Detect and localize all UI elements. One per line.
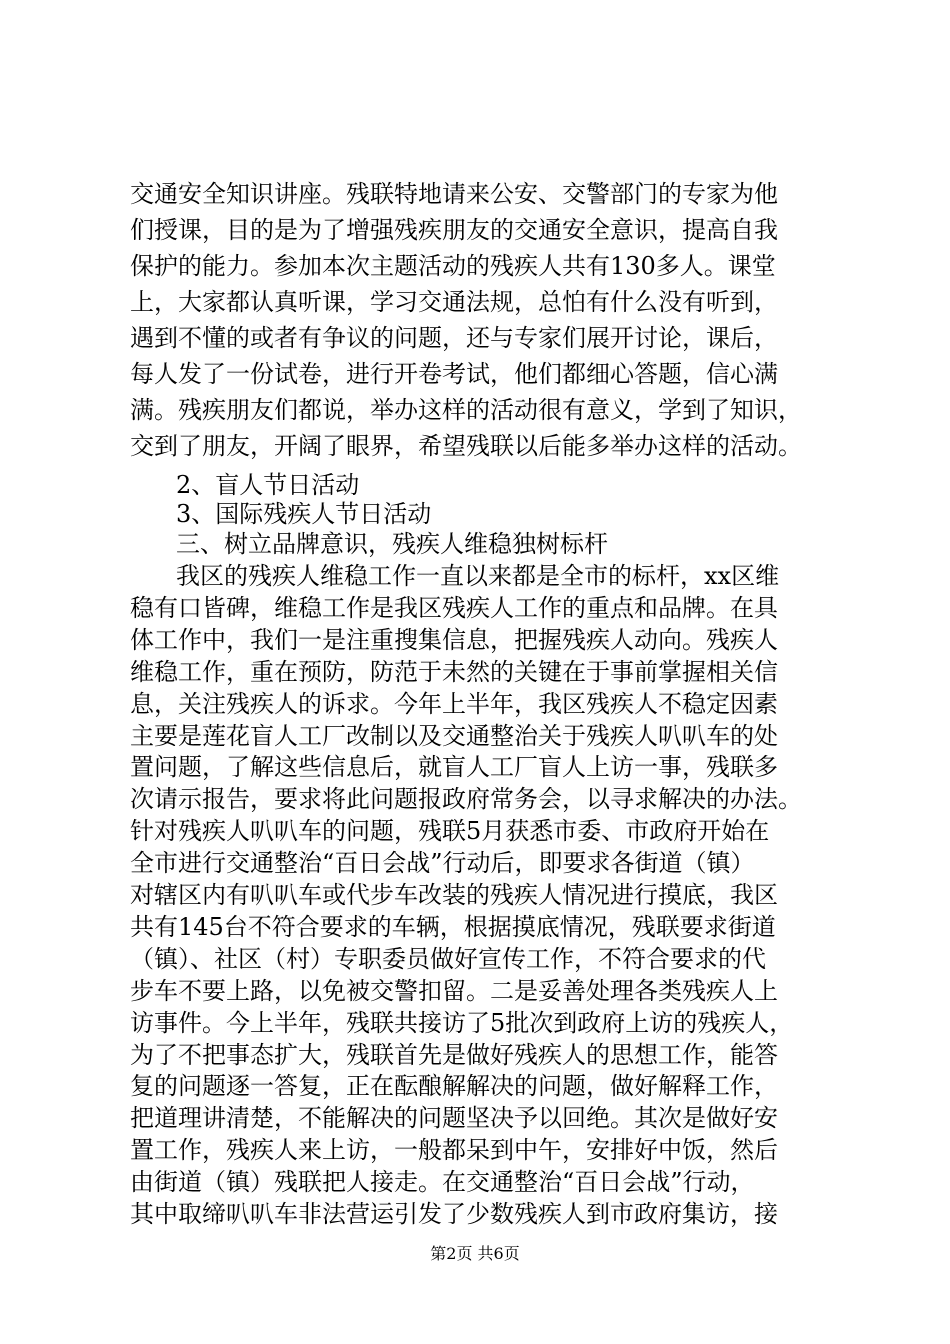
paragraph-2-line: 主要是莲花盲人工厂改制以及交通整治关于残疾人叭叭车的处 xyxy=(130,722,778,750)
paragraph-2-line: 体工作中，我们一是注重搜集信息，把握残疾人动向。残疾人 xyxy=(130,626,778,654)
paragraph-2-line: 为了不把事态扩大，残联首先是做好残疾人的思想工作，能答 xyxy=(130,1041,778,1069)
page-number-footer: 第2页 共6页 xyxy=(430,1244,520,1263)
paragraph-2-line: 针对残疾人叭叭车的问题，残联5月获悉市委、市政府开始在 xyxy=(130,817,770,845)
paragraph-1-line: 交到了朋友，开阔了眼界，希望残联以后能多举办这样的活动。 xyxy=(130,432,802,460)
paragraph-2-line: 置工作，残疾人来上访，一般都呆到中午，安排好中饭，然后 xyxy=(130,1136,778,1164)
paragraph-1-line: 保护的能力。参加本次主题活动的残疾人共有130多人。课堂 xyxy=(130,252,776,280)
paragraph-2-line: 息，关注残疾人的诉求。今年上半年，我区残疾人不稳定因素 xyxy=(130,690,778,718)
paragraph-2-line: 置问题，了解这些信息后，就盲人工厂盲人上访一事，残联多 xyxy=(130,753,778,781)
paragraph-1-line: 交通安全知识讲座。残联特地请来公安、交警部门的专家为他 xyxy=(130,180,778,208)
paragraph-2-line: 对辖区内有叭叭车或代步车改装的残疾人情况进行摸底，我区 xyxy=(130,881,778,909)
list-item-3: 3、国际残疾人节日活动 xyxy=(176,500,432,528)
paragraph-2-line: 步车不要上路，以免被交警扣留。二是妥善处理各类残疾人上 xyxy=(130,977,778,1005)
section-heading-3: 三、树立品牌意识，残疾人维稳独树标杆 xyxy=(176,530,608,558)
paragraph-2-line: 维稳工作，重在预防，防范于未然的关键在于事前掌握相关信 xyxy=(130,658,778,686)
paragraph-1-line: 遇到不懂的或者有争议的问题，还与专家们展开讨论，课后， xyxy=(130,324,778,352)
paragraph-2-line: 次请示报告，要求将此问题报政府常务会，以寻求解决的办法。 xyxy=(130,785,802,813)
paragraph-2-line: 其中取缔叭叭车非法营运引发了少数残疾人到市政府集访，接 xyxy=(130,1200,778,1228)
paragraph-1-line: 们授课，目的是为了增强残疾朋友的交通安全意识，提高自我 xyxy=(130,216,778,244)
paragraph-2-line: 共有145台不符合要求的车辆，根据摸底情况，残联要求街道 xyxy=(130,913,776,941)
paragraph-2-line: 由街道（镇）残联把人接走。在交通整治“百日会战”行动， xyxy=(130,1168,755,1196)
paragraph-2-line: 我区的残疾人维稳工作一直以来都是全市的标杆，xx区维 xyxy=(176,562,780,590)
paragraph-2-line: （镇）、社区（村）专职委员做好宣传工作，不符合要求的代 xyxy=(130,945,766,973)
paragraph-2-line: 全市进行交通整治“百日会战”行动后，即要求各街道（镇） xyxy=(130,849,755,877)
paragraph-2-line: 复的问题逐一答复，正在酝酿解解决的问题，做好解释工作， xyxy=(130,1072,778,1100)
paragraph-2-line: 稳有口皆碑，维稳工作是我区残疾人工作的重点和品牌。在具 xyxy=(130,594,778,622)
paragraph-1-line: 上，大家都认真听课，学习交通法规，总怕有什么没有听到， xyxy=(130,288,778,316)
paragraph-2-line: 把道理讲清楚，不能解决的问题坚决予以回绝。其次是做好安 xyxy=(130,1104,778,1132)
paragraph-1-line: 满。残疾朋友们都说，举办这样的活动很有意义，学到了知识， xyxy=(130,396,802,424)
list-item-2: 2、盲人节日活动 xyxy=(176,471,360,499)
paragraph-2-line: 访事件。今上半年，残联共接访了5批次到政府上访的残疾人， xyxy=(130,1009,794,1037)
paragraph-1-line: 每人发了一份试卷，进行开卷考试，他们都细心答题，信心满 xyxy=(130,360,778,388)
